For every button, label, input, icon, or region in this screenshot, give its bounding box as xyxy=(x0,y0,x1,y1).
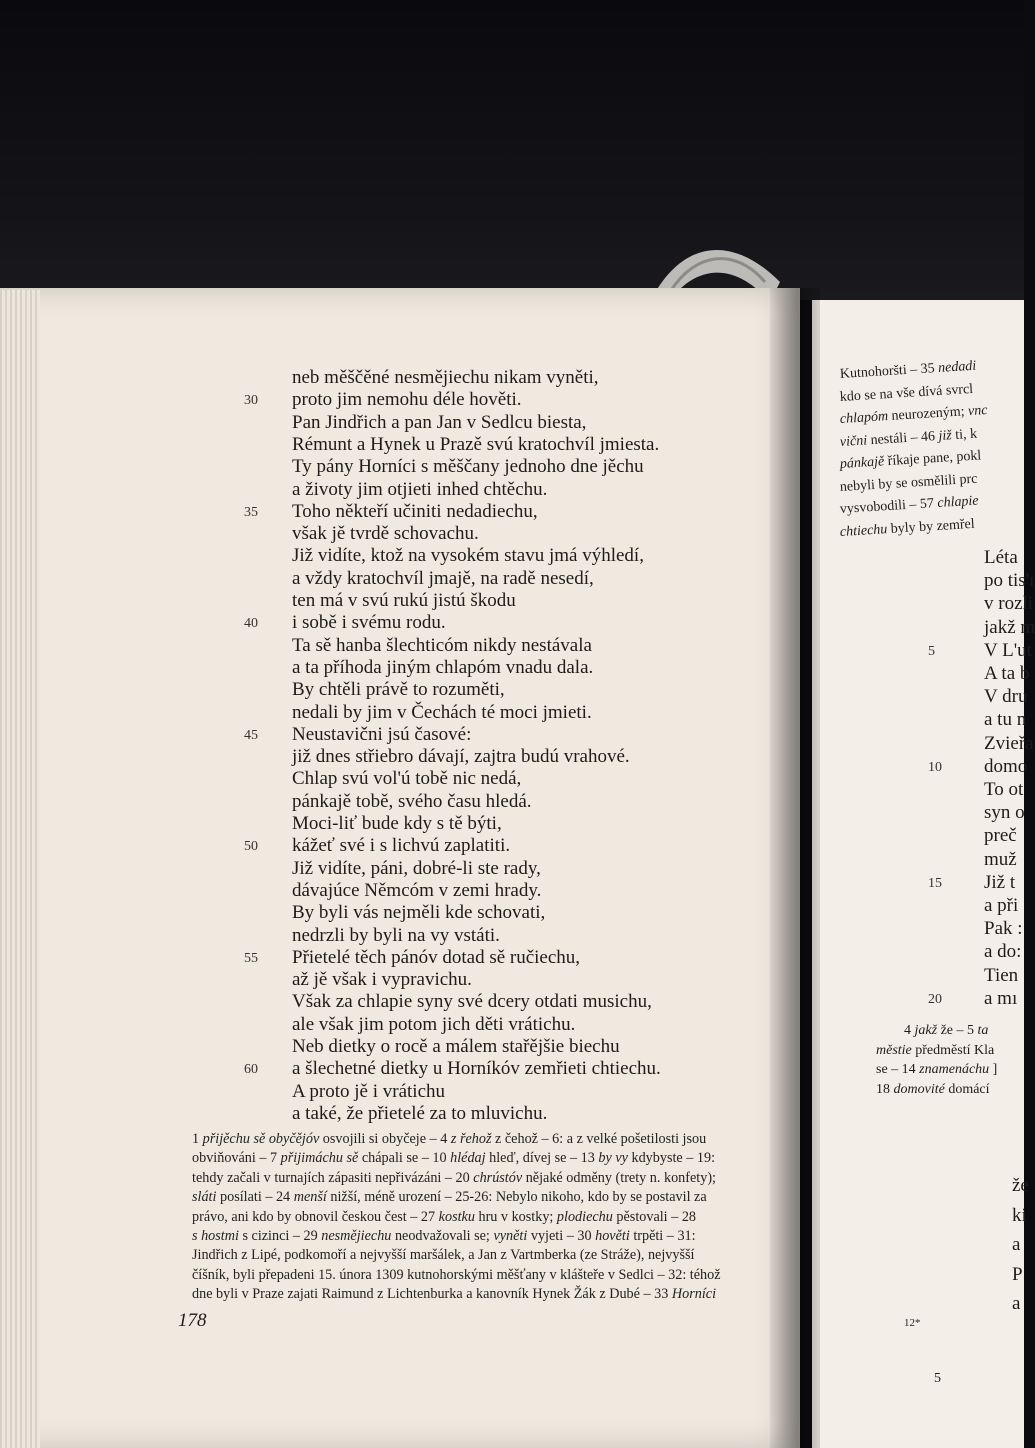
verse-line: Ty pány Horníci s měščany jednoho dne jěchu xyxy=(292,456,644,478)
footnote-line: číšník, byli přepadeni 15. února 1309 kutnohorskými měšťany v klášteře v Sedlci – 32: téhož xyxy=(192,1266,721,1283)
verse-fragment: po tis'ı xyxy=(984,570,1035,592)
verse-fragment: V L'ut xyxy=(984,639,1032,661)
line-number: 55 xyxy=(244,950,258,966)
verse-fragment: a do: xyxy=(984,941,1022,963)
verse-line: nedali by jim v Čechách té moci jmieti. xyxy=(292,701,592,723)
verse-fragment: domo xyxy=(984,755,1028,777)
verse-fragment: A ta b xyxy=(984,663,1030,684)
verse-line: Však za chlapie syny své dcery otdati musichu, xyxy=(292,991,652,1013)
right-lower-line-number: 5 xyxy=(934,1371,941,1386)
verse-line: Neustavični jsú časové: xyxy=(292,723,472,745)
verse-line: již dnes střiebro dávají, zajtra budú vrahové. xyxy=(292,746,630,768)
verse-line: proto jim nemohu déle hověti. xyxy=(292,389,522,411)
footnote-line: s hostmi s cizinci – 29 nesmějiechu neodvažovali se; vyněti vyjeti – 30 hověti trpěti – 31: xyxy=(192,1228,696,1244)
verse-line: i sobě i svému rodu. xyxy=(292,612,446,634)
verse-line: A proto jě i vrátichu xyxy=(292,1080,446,1102)
verse-line: a životy jim otjieti inhed chtěchu. xyxy=(292,478,548,500)
verse-line: kážeť své i s lichvú zaplatiti. xyxy=(292,835,511,857)
verse-line: Neb dietky o rocě a málem stařějšie biechu xyxy=(292,1036,620,1057)
right-footnote-line: městie předměstí Kla xyxy=(876,1042,995,1058)
lower-fragment: a xyxy=(1012,1234,1021,1255)
verse-line: a ta příhoda jiným chlapóm vnadu dala. xyxy=(292,656,594,678)
verse-line: neb měščěné nesmějiechu nikam vyněti, xyxy=(292,367,599,388)
footnote-line: sláti posílati – 24 menší nižší, méně urození – 25-26: Nebylo nikoho, kdo by se postavil za xyxy=(192,1189,707,1206)
right-note-line: pánkajě říkaje pane, pokl xyxy=(839,448,982,472)
footnote-line: právo, ani kdo by obnovil českou čest – 27 kostku hru v kostky; plodiechu pěstovali – 28 xyxy=(192,1208,697,1225)
line-number: 35 xyxy=(244,504,258,520)
verse-line: a vždy kratochvíl jmajě, na radě nesedí, xyxy=(292,567,594,589)
verse-line: By chtěli právě to rozuměti, xyxy=(292,679,505,701)
verse-line: Již vidíte, ktož na vysokém stavu jmá výhledí, xyxy=(292,545,644,567)
verse-line: Pan Jindřich a pan Jan v Sedlcu biesta, xyxy=(292,411,587,433)
lower-fragment: že xyxy=(1012,1175,1029,1196)
right-note-line: Kutnohoršti – 35 nedadi xyxy=(839,358,977,382)
verse-line: až jě však i vypravichu. xyxy=(292,969,472,991)
right-note-line: kdo se na vše dívá svrcl xyxy=(839,381,974,405)
lower-fragment: a xyxy=(1012,1293,1021,1314)
verse-fragment: a při xyxy=(984,895,1019,916)
line-number: 40 xyxy=(244,616,258,632)
right-note-line: vysvobodili – 57 chlapie xyxy=(839,493,980,517)
footnote-line: Jindřich z Lipé, podkomoří a nejvyšší maršálek, a Jan z Vartmberka (ze Stráže), nejvyšší xyxy=(192,1247,695,1264)
verse-fragment: Již t xyxy=(984,871,1016,893)
verse-line: nedrzli by byli na vy vstáti. xyxy=(292,924,500,946)
verse-line: a také, že přietelé za to mluvichu. xyxy=(292,1102,548,1124)
footnote-line: tehdy začali v turnajích zápasiti nepřivázáni – 20 chrústóv nějaké odměny (trety n. konfety); xyxy=(192,1169,716,1186)
line-number: 45 xyxy=(244,727,258,743)
right-note-line: chtiechu byly by zemřel xyxy=(839,516,976,540)
verse-line: Přietelé těch pánóv dotad sě ručiechu, xyxy=(292,946,581,968)
right-line-number: 20 xyxy=(928,991,942,1007)
book-gutter xyxy=(770,288,820,1448)
verse-line: ale však jim potom jich děti vrátichu. xyxy=(292,1013,576,1035)
verse-fragment: Pak : xyxy=(984,918,1023,940)
page-number: 178 xyxy=(178,1310,207,1331)
verse-line: dávajúce Němcóm v zemi hrady. xyxy=(292,879,542,901)
right-footnote-line: 18 domovité domácí xyxy=(876,1081,990,1097)
line-number: 30 xyxy=(244,393,258,409)
verse-line: Rémunt a Hynek u Prazě svú kratochvíl jmiesta. xyxy=(292,433,660,455)
right-note-line: chlapóm neurozeným; vnc xyxy=(839,402,988,427)
verse-line: Chlap svú vol'ú tobě nic nedá, xyxy=(292,768,522,790)
verse-fragment: a tu n xyxy=(984,709,1027,731)
right-line-number: 10 xyxy=(928,759,942,775)
verse-fragment: jakž m xyxy=(984,616,1035,638)
verse-line: pánkajě tobě, svého času hledá. xyxy=(292,790,532,812)
footnote-line: obviňováni – 7 přijimáchu sě chápali se – 10 hlédaj hleď, dívej se – 13 by vy kdybyste – 19: xyxy=(192,1150,716,1167)
verse-line: By byli vás nejměli kde schovati, xyxy=(292,902,546,924)
signature-mark: 12* xyxy=(904,1317,921,1329)
verse-fragment: V dru xyxy=(984,686,1028,708)
footnote-line: 1 přijěchu sě obyčějóv osvojili si obyčeje – 4 z řehož z čehož – 6: a z velké pošetilosti jsou xyxy=(192,1131,707,1147)
verse-fragment: v rozli xyxy=(984,593,1034,615)
verse-line: Toho někteří učiniti nedadiechu, xyxy=(292,500,538,522)
verse-line: Ta sě hanba šlechticóm nikdy nestávala xyxy=(292,634,592,656)
verse-fragment: Léta xyxy=(984,547,1018,568)
verse-fragment: Zvieřa xyxy=(984,732,1034,754)
right-note-line: nebyli by se osmělili prc xyxy=(839,471,978,495)
right-note-line: vični nestáli – 46 již ti, k xyxy=(839,426,978,450)
footnote-line: dne byli v Praze zajati Raimund z Lichtenburka a kanovník Hynek Žák z Dubé – 33 Horníci xyxy=(192,1286,717,1303)
lower-fragment: ki xyxy=(1012,1204,1027,1226)
verse-line: ten má v svú rukú jistú škodu xyxy=(292,590,516,611)
right-line-number: 15 xyxy=(928,875,942,891)
verse-fragment: preč xyxy=(984,825,1017,847)
right-footnote-line: se – 14 znamenáchu ] xyxy=(876,1062,998,1077)
lower-fragment: P xyxy=(1012,1263,1023,1285)
verse-line: Již vidíte, páni, dobré-li ste rady, xyxy=(292,857,541,879)
verse-fragment: Tien xyxy=(984,964,1019,986)
verse-line: však jě tvrdě schovachu. xyxy=(292,523,479,545)
verse-fragment: To ot xyxy=(984,779,1024,800)
line-number: 50 xyxy=(244,839,258,855)
verse-fragment: muž xyxy=(984,848,1017,870)
verse-fragment: a mı xyxy=(984,987,1018,1009)
verse-line: Moci-liť bude kdy s tě býti, xyxy=(292,813,502,834)
dark-background xyxy=(0,0,1024,300)
line-number: 60 xyxy=(244,1062,258,1078)
page-stack-edge xyxy=(0,290,40,1448)
right-footnote-line: 4 jakž že – 5 ta xyxy=(904,1023,989,1038)
verse-line: a šlechetné dietky u Horníkóv zemřieti chtiechu. xyxy=(292,1058,661,1080)
right-line-number: 5 xyxy=(928,643,935,659)
verse-fragment: syn o xyxy=(984,802,1025,824)
